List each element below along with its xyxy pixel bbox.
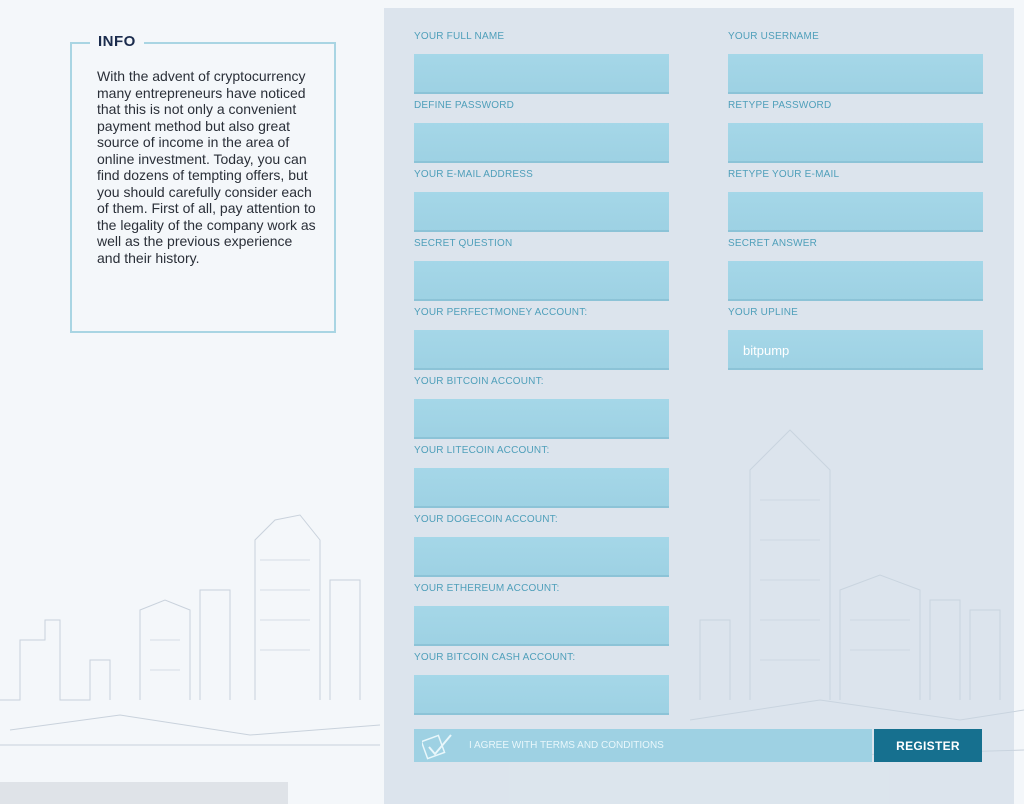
secret-answer-field: [728, 238, 983, 301]
retype-email-input[interactable]: [728, 192, 983, 232]
bitcoin-cash-input[interactable]: [414, 675, 669, 715]
checkmark-icon: [422, 732, 454, 760]
ethereum-label: YOUR ETHEREUM ACCOUNT:: [414, 583, 560, 594]
bitcoin-input[interactable]: [414, 399, 669, 439]
retype-email-field: [728, 169, 983, 232]
terms-agreement-checkbox[interactable]: [414, 729, 872, 762]
password-field: [414, 100, 669, 163]
email-label: YOUR E-MAIL ADDRESS: [414, 169, 534, 180]
bottom-bar: [0, 782, 288, 804]
retype-password-label: RETYPE PASSWORD: [728, 100, 832, 111]
upline-field: [728, 307, 983, 370]
full-name-input[interactable]: [414, 54, 669, 94]
info-text: With the advent of cryptocurrency many entrepreneurs have noticed that this is not only a convenient payment method but also great source of income in the area of online investment. Today, you can find dozens of tempting offers, but you should carefully consider each of them. First of all, pay attention to the legality of the company work as well as the previous experience and their history.: [97, 68, 316, 266]
secret-answer-input[interactable]: [728, 261, 983, 301]
info-box: [70, 33, 336, 333]
litecoin-label: YOUR LITECOIN ACCOUNT:: [414, 445, 550, 456]
agree-prefix: I AGREE WITH: [469, 740, 540, 751]
secret-answer-label: SECRET ANSWER: [728, 238, 818, 249]
litecoin-input[interactable]: [414, 468, 669, 508]
email-input[interactable]: [414, 192, 669, 232]
bitcoin-label: YOUR BITCOIN ACCOUNT:: [414, 376, 544, 387]
secret-question-input[interactable]: [414, 261, 669, 301]
email-field: [414, 169, 669, 232]
upline-label: YOUR UPLINE: [728, 307, 798, 318]
retype-password-field: [728, 100, 983, 163]
info-title: INFO: [90, 33, 144, 50]
terms-agreement-label: [469, 740, 664, 751]
perfectmoney-label: YOUR PERFECTMONEY ACCOUNT:: [414, 307, 588, 318]
password-input[interactable]: [414, 123, 669, 163]
register-button[interactable]: REGISTER: [874, 729, 982, 762]
username-field: [728, 31, 983, 94]
dogecoin-input[interactable]: [414, 537, 669, 577]
full-name-field: [414, 31, 669, 94]
retype-email-label: RETYPE YOUR E-MAIL: [728, 169, 840, 180]
username-input[interactable]: [728, 54, 983, 94]
ethereum-field: [414, 583, 669, 646]
secret-question-label: SECRET QUESTION: [414, 238, 513, 249]
dogecoin-label: YOUR DOGECOIN ACCOUNT:: [414, 514, 558, 525]
ethereum-input[interactable]: [414, 606, 669, 646]
upline-input[interactable]: [728, 330, 983, 370]
username-label: YOUR USERNAME: [728, 31, 819, 42]
bitcoin-cash-label: YOUR BITCOIN CASH ACCOUNT:: [414, 652, 576, 663]
perfectmoney-input[interactable]: [414, 330, 669, 370]
bitcoin-cash-field: [414, 652, 669, 715]
full-name-label: YOUR FULL NAME: [414, 31, 505, 42]
litecoin-field: [414, 445, 669, 508]
retype-password-input[interactable]: [728, 123, 983, 163]
perfectmoney-field: [414, 307, 669, 370]
dogecoin-field: [414, 514, 669, 577]
terms-and-conditions-link[interactable]: TERMS AND CONDITIONS: [539, 740, 664, 751]
bitcoin-field: [414, 376, 669, 439]
password-label: DEFINE PASSWORD: [414, 100, 515, 111]
secret-question-field: [414, 238, 669, 301]
